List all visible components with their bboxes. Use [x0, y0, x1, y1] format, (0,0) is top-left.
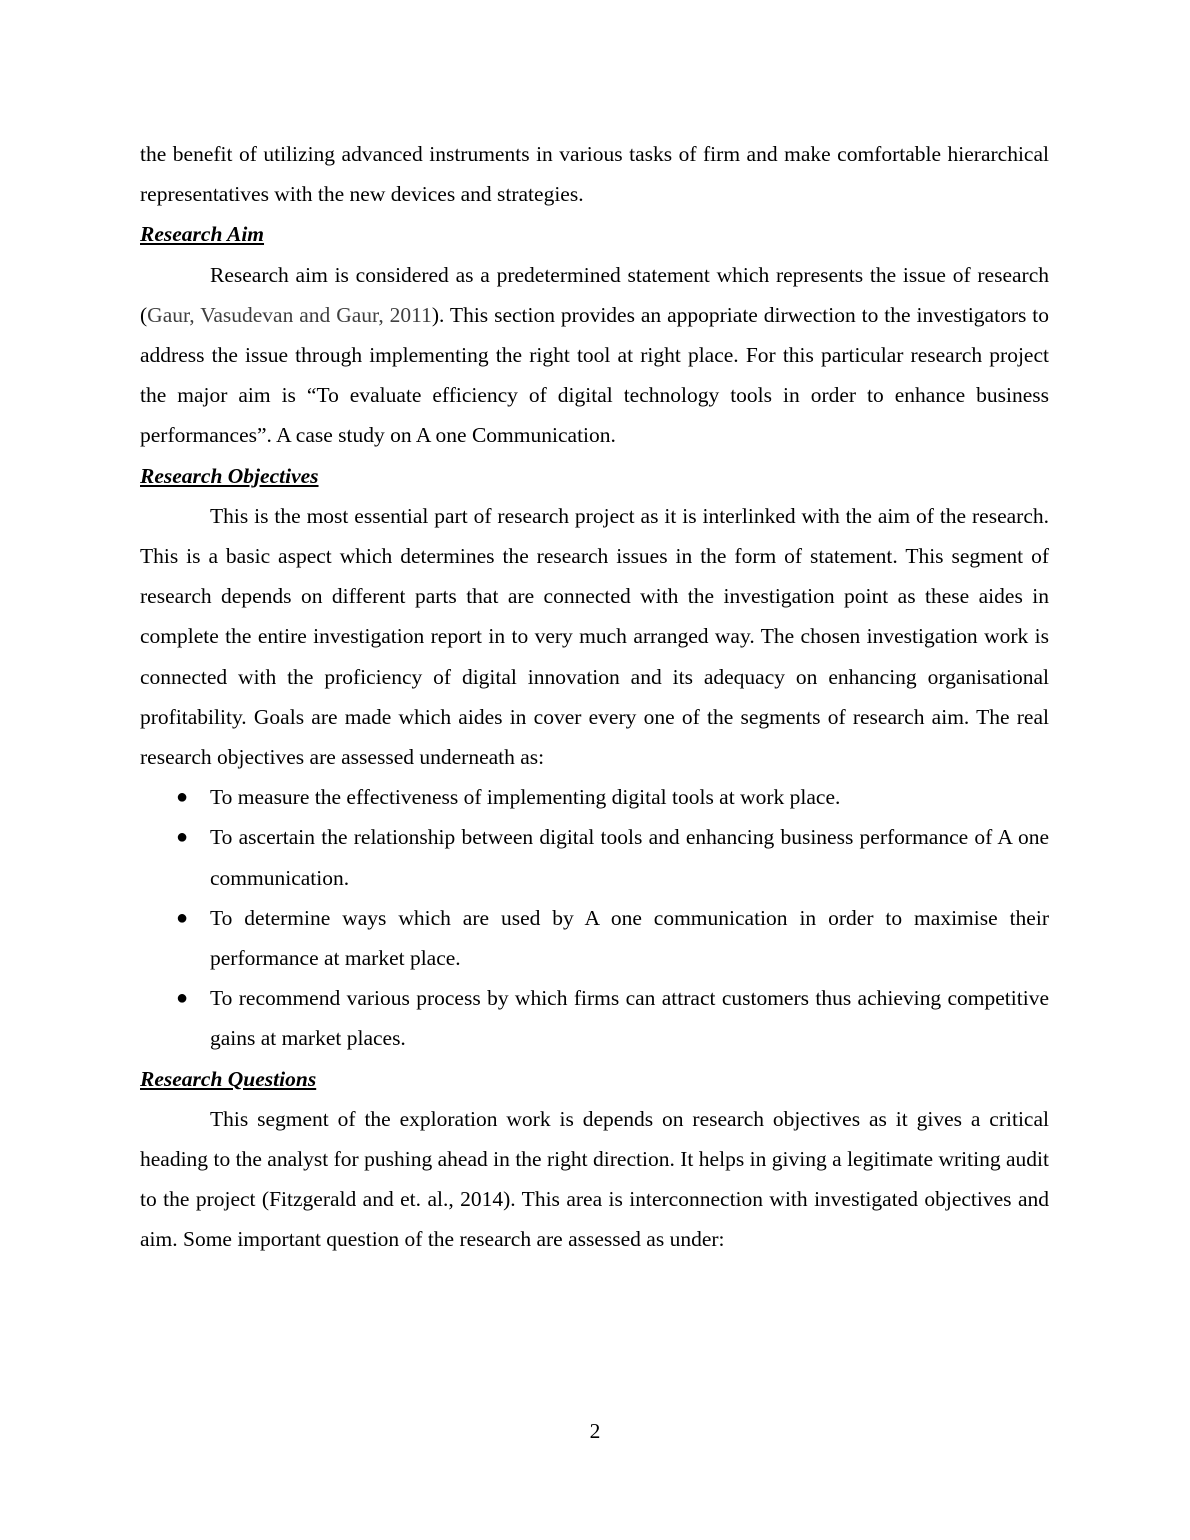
list-item	[140, 817, 1049, 897]
research-questions-paragraph: This segment of the exploration work is depends on research objectives as it gives a critical heading to the analyst for pushing ahead in the right direction. It helps in giving a legitimate writing audit to the project (Fitzgerald and et. al., 2014). This area is interconnection with investigated objectives and aim. Some important question of the research are assessed as under:	[140, 1106, 1049, 1252]
research-aim-text-start: Research aim is considered as a predetermined statement which represents the issue of research (	[140, 262, 1049, 327]
bullet-icon: ●	[176, 906, 189, 929]
list-item-text: To measure the effectiveness of implementing digital tools at work place.	[210, 785, 841, 810]
list-item-text: To ascertain the relationship between digital tools and enhancing business performance of A one communication.	[210, 825, 1049, 890]
research-aim-paragraph	[140, 255, 1049, 456]
document-body	[140, 134, 1049, 1260]
research-objectives-paragraph: This is the most essential part of research project as it is interlinked with the aim of the research. This is a basic aspect which determines the research issues in the form of statement. This segment of research depends on different parts that are connected with the investigation point as these aides in complete the entire investigation report in to very much arranged way. The chosen investigation work is connected with the proficiency of digital innovation and its adequacy on enhancing organisational profitability. Goals are made which aides in cover every one of the segments of research aim. The real research objectives are assessed underneath as:	[140, 503, 1049, 770]
list-item-text: To determine ways which are used by A one communication in order to maximise their performance at market place.	[210, 905, 1049, 971]
page-number: 2	[589, 1419, 601, 1443]
bullet-icon: ●	[176, 786, 189, 809]
list-item	[140, 898, 1049, 978]
research-objectives-heading: Research Objectives	[140, 463, 319, 488]
research-aim-text-end: ). This section provides an appopriate dirwection to the investigators to address the issue through implementing the right tool at right place. For this particular research project the major aim is “To evaluate efficiency of digital technology tools in order to enhance business performances”. A case study on A one Communication.	[140, 302, 1049, 448]
list-item	[140, 978, 1049, 1058]
bullet-icon: ●	[176, 826, 189, 849]
research-aim-citation: Gaur, Vasudevan and Gaur, 2011	[147, 302, 432, 327]
bullet-icon: ●	[176, 987, 189, 1010]
objectives-list	[140, 777, 1049, 1058]
list-item-text: To recommend various process by which firms can attract customers thus achieving competitive gains at market places.	[210, 986, 1049, 1051]
research-questions-heading: Research Questions	[140, 1066, 317, 1091]
list-item	[140, 777, 1049, 817]
intro-paragraph: the benefit of utilizing advanced instruments in various tasks of firm and make comfortable hierarchical representatives with the new devices and strategies.	[140, 142, 1049, 207]
research-aim-heading: Research Aim	[140, 222, 265, 247]
